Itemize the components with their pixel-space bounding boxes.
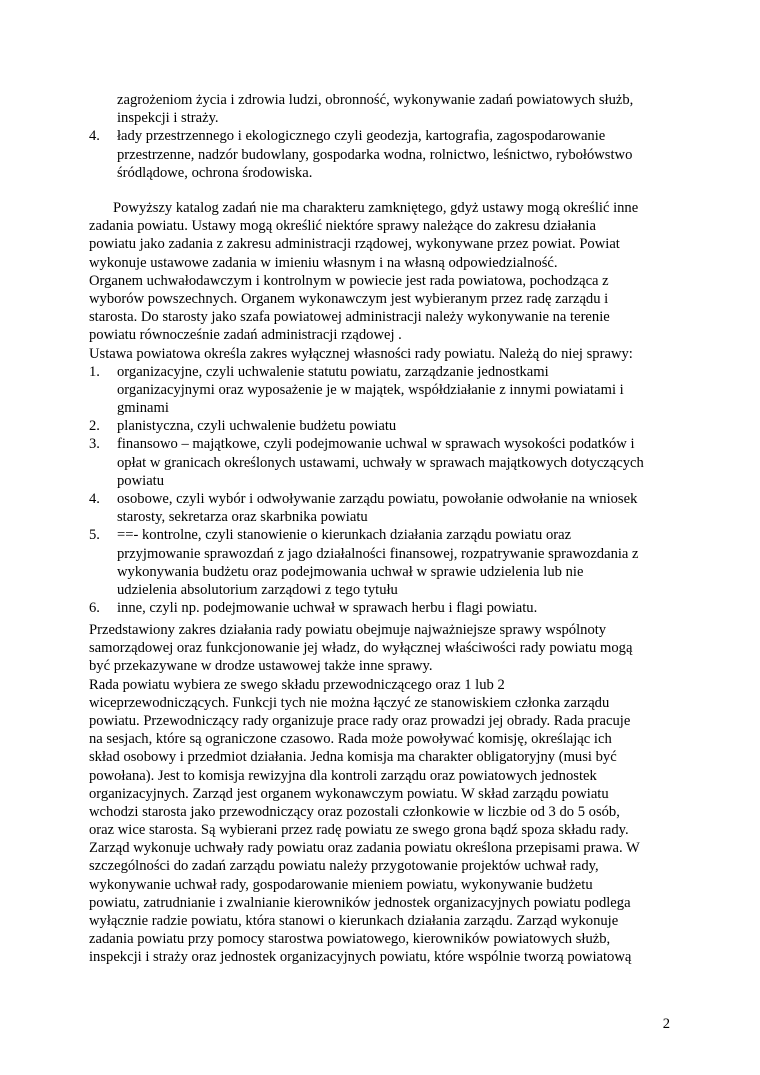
text-line [89,454,679,472]
text-line [89,164,679,182]
list-item-line [89,490,679,508]
line-text: zadania powiatu. Ustawy mogą określić niektóre sprawy należące do zakresu działania [89,218,596,235]
line-text: udzielenia absolutorium zarządowi z tego tytułu [117,581,398,598]
list-item-line [89,417,679,435]
text-line [89,912,679,930]
line-text: wyborów powszechnych. Organem wykonawczym jest wybieranym przez radę zarządu i [89,290,609,307]
line-text: powiatu [117,472,165,489]
line-text: wykonywanie uchwał rady, gospodarowanie mieniem powiatu, wykonywanie budżetu [89,876,593,893]
text-line [89,290,679,308]
line-text: powiatu. Przewodniczący rady organizuje prace rady oraz prowadzi jej obrady. Rada pracuje [89,712,631,729]
text-line [89,326,679,344]
text-line [89,254,679,272]
text-block-bottom [89,621,679,967]
text-line [89,857,679,875]
line-text: Przedstawiony zakres działania rady powiatu obejmuje najważniejsze sprawy wspólnoty [89,622,607,638]
text-line [89,694,679,712]
list-item-line [89,127,679,145]
line-text: być przekazywane w drodze ustawowej także inne sprawy. [89,658,433,675]
line-text: Organem uchwałodawczym i kontrolnym w powiecie jest rada powiatowa, pochodząca z [89,272,609,289]
list-item-line [89,435,679,453]
text-line [89,948,679,966]
text-line [89,563,679,581]
text-line [89,109,679,127]
line-text: gminami [117,400,169,417]
line-text: finansowo – majątkowe, czyli podejmowanie uchwal w sprawach wysokości podatków i [117,436,635,453]
text-line [89,272,679,290]
text-line [89,767,679,785]
list-number: 2. [89,418,100,435]
text-line [89,345,679,363]
line-text: zagrożeniom życia i zdrowia ludzi, obronność, wykonywanie zadań powiatowych służb, [117,92,634,108]
text-line [89,399,679,417]
text-line [89,657,679,675]
line-text: wykonywania budżetu oraz podejmowania uchwał w sprawie udzielenia lub nie [117,563,584,580]
line-text: organizacyjne, czyli uchwalenie statutu powiatu, zarządzanie jednostkami [117,363,549,380]
line-text: planistyczna, czyli uchwalenie budżetu powiatu [117,418,397,435]
line-text: samorządowej oraz funkcjonowanie jej władz, do wyłącznej właściwości rady powiatu mogą [89,640,633,657]
text-line [89,730,679,748]
text-line [89,146,679,164]
line-text: szczególności do zadań zarządu powiatu należy przygotowanie projektów uchwał rady, [89,858,599,875]
text-line [89,930,679,948]
text-line [89,621,679,639]
line-text: ==- kontrolne, czyli stanowienie o kierunkach działania zarządu powiatu oraz [117,527,572,544]
line-text: osobowe, czyli wybór i odwoływanie zarządu powiatu, powołanie odwołanie na wniosek [117,491,638,507]
line-text: śródlądowe, ochrona środowiska. [117,164,313,181]
line-text: zadania powiatu przy pomocy starostwa powiatowego, kierowników powiatowych służb, [89,931,611,948]
line-text: przestrzenne, nadzór budowlany, gospodarka wodna, rolnictwo, leśnictwo, rybołówstwo [117,146,633,163]
list-number: 4. [89,128,100,145]
list-number: 5. [89,527,100,544]
list-number: 6. [89,600,100,617]
text-line [89,803,679,821]
text-line [89,381,679,399]
list-item-line [89,526,679,544]
line-text: wyłącznie radzie powiatu, która stanowi o kierunkach działania zarządu. Zarząd wykonuje [89,913,619,929]
line-text: Powyższy katalog zadań nie ma charakteru zamkniętego, gdyż ustawy mogą określić inne [113,200,639,216]
line-text: Ustawa powiatowa określa zakres wyłącznej własności rady powiatu. Należą do niej sprawy: [89,345,633,362]
text-line [89,217,679,235]
line-text: oraz wice starosta. Są wybierani przez radę powiatu ze swego grona bądź spoza składu rady. [89,822,629,839]
line-text: powiatu równocześnie zadań administracji rządowej . [89,327,402,344]
list-item-line [89,599,679,617]
text-line [89,876,679,894]
text-line [89,581,679,599]
list-number: 3. [89,436,100,453]
text-line [89,472,679,490]
text-line [89,545,679,563]
text-line [89,894,679,912]
line-text: starosta. Do starosty jako szafa powiatowej administracji należy wykonywanie na terenie [89,309,610,326]
line-text: wchodzi starosta jako przewodniczący oraz pozostali członkowie w liczbie od 3 do 5 osób, [89,803,620,820]
line-text: skład osobowy i przedmiot działania. Jedna komisja ma charakter obligatoryjny (musi być [89,749,617,766]
text-line [89,748,679,766]
line-text: powołana). Jest to komisja rewizyjna dla kontroli zarządu oraz powiatowych jednostek [89,767,597,784]
list-number: 1. [89,363,100,380]
line-text: inne, czyli np. podejmowanie uchwał w sprawach herbu i flagi powiatu. [117,600,538,617]
line-text: inspekcji i straży oraz jednostek organizacyjnych powiatu, które wspólnie tworzą powiatową [89,949,632,966]
text-line [89,785,679,803]
line-text: organizacyjnymi oraz wyposażenie je w majątek, współdziałanie z innymi powiatami i [117,381,624,398]
text-line [89,508,679,526]
page-number: 2 [662,1016,670,1032]
line-text: przyjmowanie sprawozdań z jago działalności finansowej, rozpatrywanie sprawozdania z [117,545,639,562]
list-item-line [89,363,679,381]
line-text: na sesjach, które są ograniczone czasowo. Rada może powoływać komisję, określając ich [89,731,612,748]
line-text: starosty, sekretarza oraz skarbnika powiatu [117,509,368,526]
line-text: powiatu, zatrudnianie i zwalnianie kierowników jednostek organizacyjnych powiatu podlega [89,894,631,911]
line-text: powiatu jako zadania z zakresu administracji rządowej, wykonywane przez powiat. Powiat [89,236,620,253]
line-text: wiceprzewodniczących. Funkcji tych nie można łączyć ze stanowiskiem członka zarządu [89,694,610,711]
text-line [89,235,679,253]
text-line [89,639,679,657]
line-text: Rada powiatu wybiera ze swego składu przewodniczącego oraz 1 lub 2 [89,676,505,693]
text-line [89,712,679,730]
line-text: opłat w granicach określonych ustawami, uchwały w sprawach majątkowych dotyczących [117,454,644,471]
text-line [89,308,679,326]
text-line [89,821,679,839]
text-line [89,199,679,217]
text-block-middle [89,199,679,617]
line-text: Zarząd wykonuje uchwały rady powiatu oraz zadania powiatu określona przepisami prawa. W [89,840,640,857]
line-text: inspekcji i straży. [117,110,219,127]
text-line [89,839,679,857]
list-number: 4. [89,491,100,507]
text-line [89,91,679,109]
line-text: łady przestrzennego i ekologicznego czyli geodezja, kartografia, zagospodarowanie [117,128,606,145]
text-line [89,676,679,694]
text-block-top [89,91,679,182]
line-text: wykonuje ustawowe zadania w imieniu własnym i na własną odpowiedzialność. [89,254,558,271]
line-text: organizacyjnych. Zarząd jest organem wykonawczym powiatu. W skład zarządu powiatu [89,785,609,802]
